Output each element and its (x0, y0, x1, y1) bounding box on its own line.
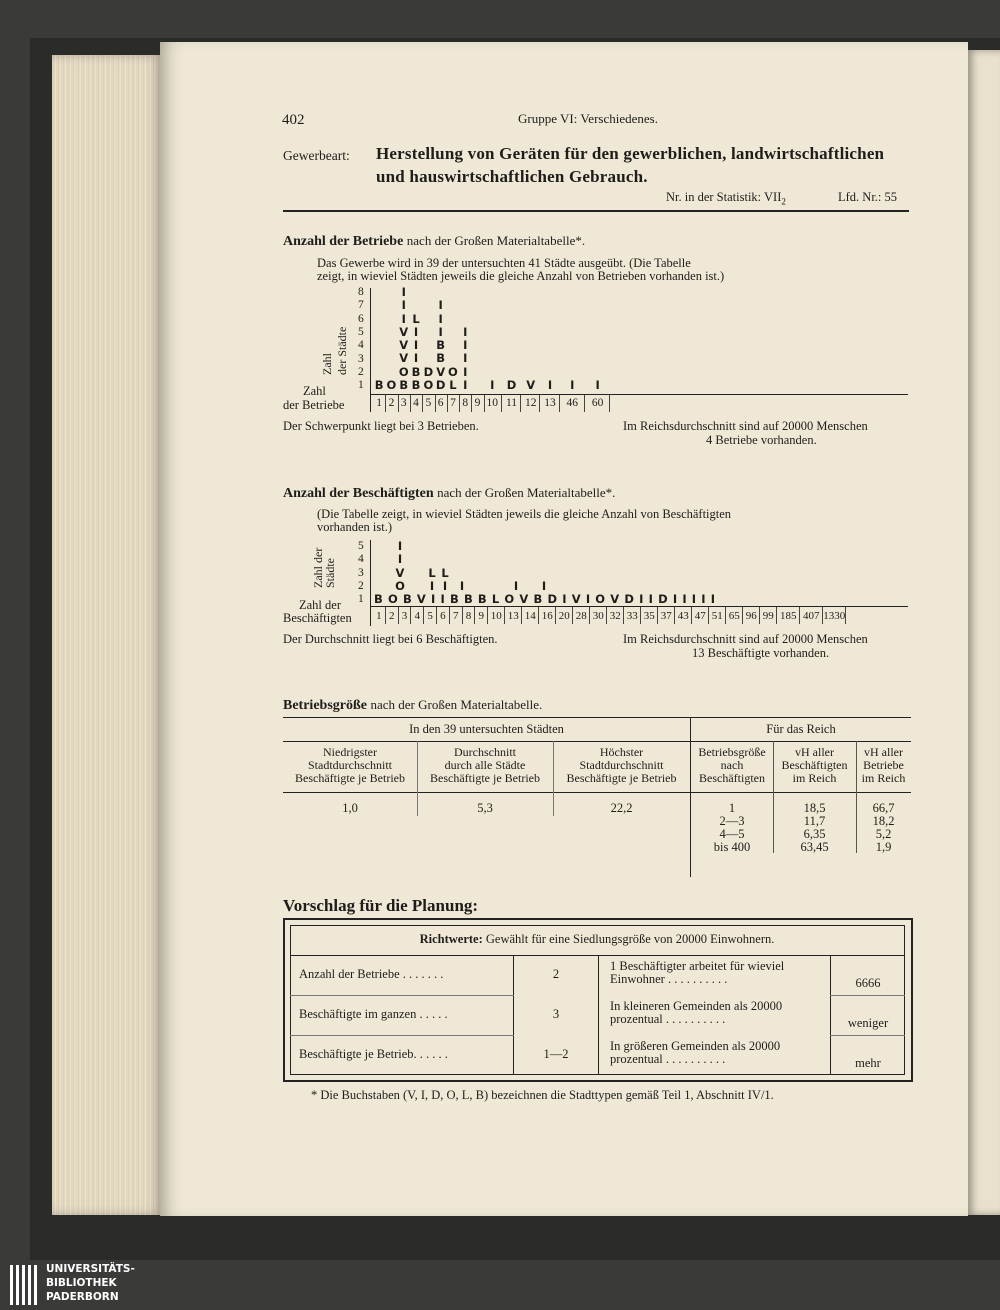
richtwerte-inner-bottom (290, 1074, 904, 1075)
betriebe-mark: I (413, 351, 419, 366)
betriebe-mark: B (436, 351, 446, 366)
besch-x-tick: 65 (728, 610, 740, 622)
besch-x-tick: 7 (452, 610, 459, 622)
richtwerte-result: 6666 (855, 976, 881, 990)
richtwerte-label: Beschäftigte je Betrieb. . . . . . (299, 1047, 448, 1061)
betriebe-y-label: Zahl der Städte (320, 326, 349, 375)
betriebe-intro-2: zeigt, in wieviel Städten jeweils die gleiche Anzahl von Betrieben vorhanden ist.) (317, 269, 725, 283)
betriebe-tick-divider (559, 395, 560, 412)
besch-durchschnitt: Der Durchschnitt liegt bei 6 Beschäftigten. (283, 632, 498, 646)
besch-intro-2: vorhanden ist.) (317, 520, 392, 534)
groesse-val-niedrigster: 1,0 (342, 801, 358, 815)
betriebe-x-tick: 1 (376, 397, 383, 409)
betriebe-mark: D (423, 364, 434, 379)
besch-y-tick: 3 (358, 566, 364, 579)
betriebe-y-tick: 8 (358, 286, 364, 298)
statistik-nr: Nr. in der Statistik: $VII_2$ (666, 190, 786, 207)
groesse-header-text: vH aller (795, 745, 834, 759)
richtwerte-desc-1: 1 Beschäftigter arbeitet für wieviel (610, 959, 785, 973)
richtwerte-label: Beschäftigte im ganzen . . . . . (299, 1007, 448, 1021)
besch-x-tick: 1 (376, 610, 382, 622)
groesse-val-hoechster: 22,2 (610, 801, 633, 815)
betriebe-y-tick: 4 (358, 339, 364, 352)
betriebe-reich-2: 4 Betriebe vorhanden. (706, 433, 817, 447)
footnote: * Die Buchstaben (V, I, D, O, L, B) bezeichnen die Stadttypen gemäß Teil 1, Abschnitt IV/1. (311, 1088, 774, 1102)
besch-x-axis (370, 606, 908, 607)
betriebe-y-tick: 3 (358, 352, 364, 365)
betriebe-mark: I (547, 378, 553, 392)
besch-y-axis (370, 540, 371, 626)
groesse-header-text: im Reich (792, 771, 837, 785)
besch-y-label: Zahl der Städte (311, 547, 337, 588)
besch-x-label-1: Zahl der (299, 598, 341, 612)
groesse-group-2: Für das Reich (766, 722, 836, 736)
groesse-vh-betr: 5,2 (875, 827, 892, 841)
betriebe-mark: L (449, 378, 457, 392)
betriebe-mark: O (398, 364, 409, 379)
betriebe-mark: I (463, 324, 468, 339)
groesse-group-rule (283, 741, 911, 742)
betriebe-mark: I (413, 338, 419, 353)
betriebe-mark: I (490, 378, 495, 392)
library-name-line-3: PADERBORN (46, 1291, 119, 1303)
betriebe-x-tick: 7 (450, 397, 456, 409)
betriebe-mark: O (423, 378, 434, 392)
betriebe-x-tick: 5 (425, 397, 432, 409)
besch-x-tick: 51 (711, 610, 723, 622)
besch-x-tick: 13 (507, 610, 519, 622)
betriebe-mark: B (411, 364, 421, 379)
besch-x-tick: 96 (745, 610, 757, 622)
betriebe-mark: D (506, 378, 517, 392)
groesse-size: bis 400 (713, 840, 751, 854)
betriebe-mark: I (463, 378, 468, 392)
page-edges (52, 55, 162, 1215)
title-line-2: und hauswirtschaftlichen Gebrauch. (376, 167, 648, 186)
betriebe-mark: I (438, 324, 443, 339)
groesse-size: 1 (728, 801, 736, 815)
betriebe-mark: I (401, 311, 406, 326)
besch-mark: L (441, 565, 449, 580)
groesse-header-text: nach (720, 758, 744, 772)
betriebe-mark: V (399, 338, 409, 353)
richtwerte-row-rule (290, 1035, 514, 1036)
groesse-vh-betr: 66,7 (872, 801, 895, 815)
besch-mark: I (442, 579, 448, 593)
library-name-line-2: BIBLIOTHEK (46, 1277, 117, 1289)
besch-reich-2: 13 Beschäftigte vorhanden. (692, 646, 830, 660)
groesse-size: 4—5 (719, 827, 745, 841)
besch-x-tick: 30 (592, 610, 604, 622)
besch-x-tick: 37 (660, 610, 672, 622)
betriebe-mark: V (399, 351, 409, 366)
besch-x-tick: 35 (643, 610, 655, 622)
groesse-header-text: Beschäftigten (781, 758, 848, 772)
richtwerte-desc-1: In größeren Gemeinden als 20000 (610, 1039, 781, 1053)
besch-x-tick: 9 (478, 610, 485, 622)
groesse-header-text: durch alle Städte (444, 758, 526, 772)
besch-x-tick: 185 (779, 610, 797, 622)
betriebe-x-tick: 3 (400, 397, 407, 409)
besch-mark: I (397, 552, 403, 567)
richtwerte-title: Richtwerte: Gewählt für eine Siedlungsgröße von 20000 Einwohnern. (419, 932, 775, 946)
richtwerte-value: 1—2 (543, 1047, 569, 1061)
betriebe-y-tick: 2 (358, 365, 364, 378)
betriebe-mark: V (436, 364, 446, 379)
groesse-header-text: Höchster (599, 745, 644, 759)
betriebe-tick-divider (520, 395, 521, 412)
besch-mark: V (395, 565, 405, 580)
richtwerte-inner-left (290, 925, 291, 1075)
betriebe-y-tick: 1 (358, 379, 364, 392)
richtwerte-row-rule (830, 1035, 905, 1036)
betriebe-x-tick: 8 (462, 397, 469, 409)
betriebe-x-tick: 4 (413, 397, 419, 409)
library-name-line-1: UNIVERSITÄTS- (46, 1263, 135, 1275)
groesse-val-durchschnitt: 5,3 (477, 801, 493, 815)
gewerbeart-label: Gewerbeart: (283, 148, 350, 163)
besch-mark: I (513, 579, 519, 593)
running-header: Gruppe VI: Verschiedenes. (518, 111, 658, 126)
betriebe-mark: I (570, 378, 575, 392)
besch-x-tick: 3 (401, 610, 408, 622)
besch-x-tick: 47 (694, 610, 706, 622)
groesse-size: 2—3 (719, 814, 745, 828)
groesse-group-1: In den 39 untersuchten Städten (409, 722, 564, 736)
betriebe-mark: I (413, 324, 419, 339)
besch-y-tick: 5 (358, 540, 364, 552)
library-name (46, 1262, 135, 1304)
betriebe-x-tick: 60 (591, 397, 604, 409)
betriebe-mark: B (411, 378, 421, 392)
betriebe-mark: I (401, 298, 406, 313)
groesse-top-rule (283, 717, 911, 718)
groesse-header-text: im Reich (861, 771, 906, 785)
groesse-header-text: Betriebsgröße (698, 745, 766, 759)
richtwerte-header-rule (290, 955, 904, 956)
besch-x-tick: 28 (575, 610, 587, 622)
besch-x-tick: 43 (677, 610, 689, 622)
groesse-header-rule (283, 792, 911, 793)
besch-mark: L (428, 565, 436, 580)
betriebe-schwerpunkt: Der Schwerpunkt liegt bei 3 Betrieben. (283, 419, 479, 433)
besch-x-tick: 4 (414, 610, 421, 622)
besch-x-tick: 6 (440, 610, 446, 622)
betriebe-mark: V (526, 378, 536, 392)
besch-x-tick: 32 (609, 610, 621, 622)
besch-mark: I (459, 579, 465, 593)
lfd-nr: Lfd. Nr.: 55 (838, 190, 898, 204)
besch-x-tick: 1330 (823, 610, 846, 622)
richtwerte-row-rule (830, 995, 905, 996)
richtwerte-result: weniger (847, 1016, 889, 1030)
besch-heading: Anzahl der Beschäftigten nach der Großen Materialtabelle*. (283, 485, 616, 501)
betriebe-reich-1: Im Reichsdurchschnitt sind auf 20000 Menschen (623, 419, 868, 433)
besch-x-tick: 2 (388, 610, 395, 622)
betriebe-y-tick: 7 (358, 299, 364, 312)
richtwerte-desc-2: prozentual . . . . . . . . . . (610, 1052, 726, 1066)
betriebe-mark: O (386, 378, 397, 392)
groesse-header-text: Stadtdurchschnitt (308, 758, 392, 772)
betriebe-x-tick: 10 (486, 397, 499, 409)
betriebe-x-tick: 9 (474, 397, 481, 409)
besch-reich-1: Im Reichsdurchschnitt sind auf 20000 Menschen (623, 632, 868, 646)
right-page-edge (966, 50, 1000, 1215)
besch-y-tick: 4 (358, 553, 364, 566)
betriebe-mark: I (438, 311, 443, 326)
besch-x-tick: 407 (802, 610, 820, 622)
richtwerte-row-rule (290, 995, 514, 996)
besch-mark: I (429, 579, 435, 593)
groesse-vh-betr: 1,9 (875, 840, 892, 854)
groesse-header-text: Beschäftigte je Betrieb (566, 771, 677, 785)
besch-mark: O (395, 579, 405, 593)
groesse-header-text: Betriebe (863, 758, 904, 772)
besch-mark: I (541, 579, 547, 593)
besch-x-tick: 33 (626, 610, 638, 622)
betriebe-mark: O (448, 364, 458, 379)
groesse-vh-besch: 11,7 (803, 814, 826, 828)
library-logo-icon (8, 1263, 40, 1307)
betriebe-x-label-2: der Betriebe (283, 398, 345, 412)
betriebe-x-tick: 46 (566, 397, 578, 409)
groesse-header-text: Stadtdurchschnitt (579, 758, 664, 772)
groesse-header-text: vH aller (864, 745, 903, 759)
betriebe-x-tick: 11 (505, 397, 518, 409)
besch-x-tick: 20 (558, 610, 570, 622)
besch-row-1-marks: B O B V I I B B B L O V B D I V I O V D I I D I I I I I (374, 592, 717, 606)
besch-intro-1: (Die Tabelle zeigt, in wieviel Städten jeweils die gleiche Anzahl von Beschäftigten (317, 507, 732, 521)
groesse-header-text: Beschäftigte je Betrieb (430, 771, 540, 785)
richtwerte-value: 3 (552, 1007, 560, 1021)
betriebe-x-tick: 6 (437, 397, 444, 409)
groesse-vh-besch: 18,5 (803, 801, 826, 815)
betriebe-tick-divider (609, 395, 610, 412)
betriebe-x-tick: 13 (544, 397, 556, 409)
groesse-header-text: Durchschnitt (454, 745, 516, 759)
vorschlag-heading: Vorschlag für die Planung: (283, 896, 479, 915)
betriebe-mark: I (463, 338, 468, 353)
besch-x-tick: 10 (490, 610, 502, 622)
besch-x-tick: 16 (541, 610, 553, 622)
richtwerte-label: Anzahl der Betriebe . . . . . . . (299, 967, 444, 981)
betriebe-x-tick: 12 (524, 397, 537, 409)
library-bar (0, 1260, 1000, 1310)
title-line-1: Herstellung von Geräten für den gewerblichen, landwirtschaftlichen (376, 144, 885, 163)
betriebe-y-tick: 5 (358, 325, 364, 338)
richtwerte-col-divider (598, 955, 599, 1075)
richtwerte-inner-top (290, 925, 904, 926)
betriebe-mark: I (463, 351, 468, 366)
besch-mark: I (397, 539, 403, 554)
richtwerte-desc-2: prozentual . . . . . . . . . . (610, 1012, 726, 1026)
richtwerte-inner-right (904, 925, 905, 1075)
betriebe-tick-divider (539, 395, 540, 412)
betriebe-x-axis (370, 394, 908, 395)
besch-x-tick: 8 (465, 610, 472, 622)
betriebe-intro-1: Das Gewerbe wird in 39 der untersuchten 41 Städte ausgeübt. (Die Tabelle (317, 256, 691, 270)
besch-y-tick: 2 (358, 579, 364, 592)
richtwerte-desc-1: In kleineren Gemeinden als 20000 (610, 999, 783, 1013)
richtwerte-desc-2: Einwohner . . . . . . . . . . (610, 972, 728, 986)
betriebe-mark: B (374, 378, 384, 392)
groesse-header-text: Niedrigster (323, 745, 377, 759)
besch-x-tick: 99 (762, 610, 774, 622)
besch-x-tick: 14 (524, 610, 536, 622)
groesse-vh-besch: 6,35 (803, 827, 826, 841)
besch-x-tick: 5 (427, 610, 433, 622)
betriebe-mark: D (435, 378, 446, 392)
betriebe-y-tick: 6 (358, 312, 364, 325)
betriebe-mark: B (436, 338, 446, 353)
betriebe-tick-divider (501, 395, 502, 412)
betriebe-mark: L (412, 311, 420, 326)
groesse-vh-besch: 63,45 (800, 840, 829, 854)
betriebe-mark: B (399, 378, 409, 392)
groesse-header-text: Beschäftigten (699, 771, 765, 785)
betriebe-mark: V (399, 324, 409, 339)
betriebe-mark: I (438, 298, 443, 313)
besch-y-tick: 1 (358, 593, 364, 606)
besch-x-label-2: Beschäftigten (283, 611, 352, 625)
betriebe-mark: I (595, 378, 600, 392)
betriebe-x-tick: 2 (388, 397, 395, 409)
richtwerte-result: mehr (855, 1056, 881, 1070)
betriebe-tick-divider (584, 395, 585, 412)
page-number: 402 (282, 112, 305, 128)
title-rule (283, 210, 909, 212)
betriebe-x-label-1: Zahl (303, 384, 326, 398)
betriebe-heading: Anzahl der Betriebe nach der Großen Materialtabelle*. (283, 233, 586, 249)
groesse-heading: Betriebsgröße nach der Großen Materialtabelle. (283, 697, 543, 713)
besch-tick-divider (845, 607, 846, 624)
richtwerte-value: 2 (552, 967, 560, 981)
betriebe-mark: I (401, 284, 406, 299)
groesse-vh-betr: 18,2 (872, 814, 895, 828)
groesse-header-text: Beschäftigte je Betrieb (295, 771, 405, 785)
betriebe-mark: I (463, 364, 468, 379)
